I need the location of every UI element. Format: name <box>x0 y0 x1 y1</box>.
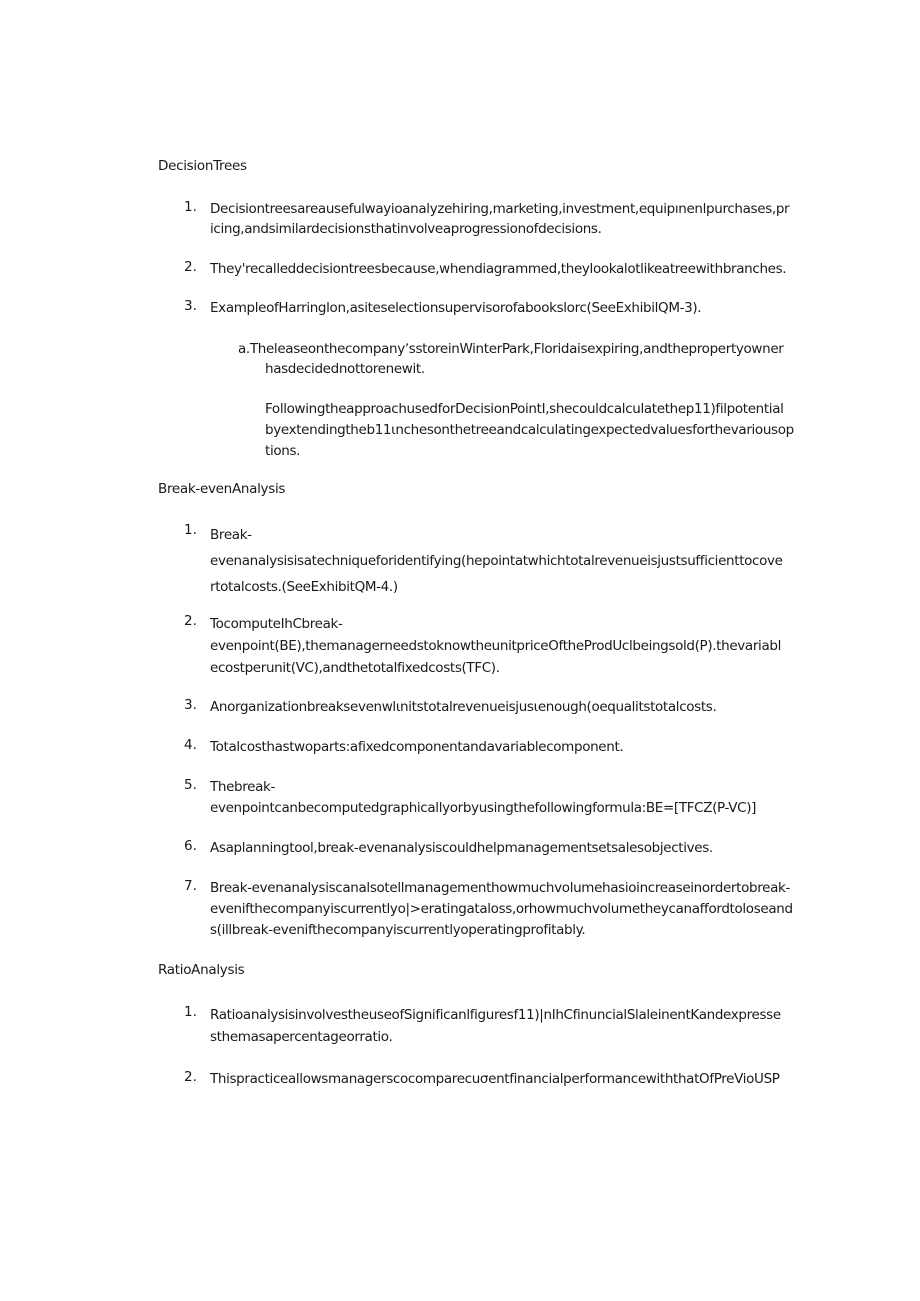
item-text: ExampleofHarringlon,asiteselectionsupervisorofabookslorc(SeeExhibilQM-3). <box>210 300 702 316</box>
item-text: Break- evenanalysisisatechniqueforidentifying(hepointatwhichtotalrevenueisjustsufficienttocove rtotalcosts.(SeeExhibitQM-4.) <box>210 527 783 595</box>
item-number: 2. <box>184 259 197 275</box>
item-text: Break-evenanalysiscanalsotellmanagementhowmuchvolumehasioincreaseinordertobreak- evenifthecompanyiscurrentlyo|>eratingataloss,orhowmuchvolumetheycanaffordtoloseand s(illbreak-evenifthecompanyiscurrentlyoperatingprofitably. <box>210 880 793 938</box>
item-text: TocomputeIhCbreak- evenpoint(BE),themanagerneedstoknowtheunitpriceOftheProdUclbeingsold(P).thevariabl ecostperunit(VC),andthetotalfixedcosts(TFC). <box>210 616 781 676</box>
section-heading-ratio-analysis: RatioAnalysis <box>158 962 245 978</box>
item-number: 4. <box>184 737 197 753</box>
item-text: RatioanalysisinvolvestheuseofSignificanlfiguresf11)|nIhCfinuncialSlaleinentKandexpresse sthemasapercentageorratio. <box>210 1007 781 1045</box>
item-number: 3. <box>184 298 197 314</box>
item-number: 3. <box>184 697 197 713</box>
section-heading-decision-trees: DecisionTrees <box>158 158 247 174</box>
section-heading-break-even-analysis: Break-evenAnalysis <box>158 481 286 497</box>
item-number: 1. <box>184 522 197 538</box>
sub-item-a: a.TheleaseonthecompanyʼsstoreinWinterPark,Floridaisexpiring,andthepropertyowner hasdecidednottorenewit. <box>238 341 784 377</box>
item-number: 2. <box>184 1069 197 1085</box>
item-text: Asaplanningtool,break-evenanalysiscouldhelpmanagementsetsalesobjectives. <box>210 840 713 856</box>
sub-paragraph: FollowingtheapproachusedforDecisionPointI,shecouldcalculatethep11)filpotential byextendingtheb11ιnchesonthetreeandcalculatingexpectedvaluesforthevariousop tions. <box>265 401 794 459</box>
item-text: Totalcosthastwoparts:afixedcomponentandavariablecomponent. <box>210 739 624 755</box>
item-text: Decisiontreesareausefulwayioanalyzehiring,marketing,investment,equipınenlpurchases,pr icing,andsimilardecisionsthatinvolveaprogressionofdecisions. <box>210 201 790 237</box>
item-number: 2. <box>184 613 197 629</box>
item-text: ThispracticeallowsmanagerscocomparecuσentfinancialperformancewiththatOfPreVioUSP <box>210 1071 780 1087</box>
item-text: Anorganizationbreaksevenwlιnitstotalrevenueisjusιenough(oequalitstotalcosts. <box>210 699 717 715</box>
item-text: They'recalleddecisiontreesbecause,whendiagrammed,theylookalotlikeatreewithbranches. <box>210 261 787 277</box>
item-number: 5. <box>184 777 197 793</box>
item-number: 1. <box>184 1004 197 1020</box>
item-text: Thebreak- evenpointcanbecomputedgraphicallyorbyusingthefollowingformula:BE=[TFCZ(P-VC)] <box>210 779 757 816</box>
item-number: 6. <box>184 838 197 854</box>
item-number: 1. <box>184 199 197 215</box>
item-number: 7. <box>184 878 197 894</box>
